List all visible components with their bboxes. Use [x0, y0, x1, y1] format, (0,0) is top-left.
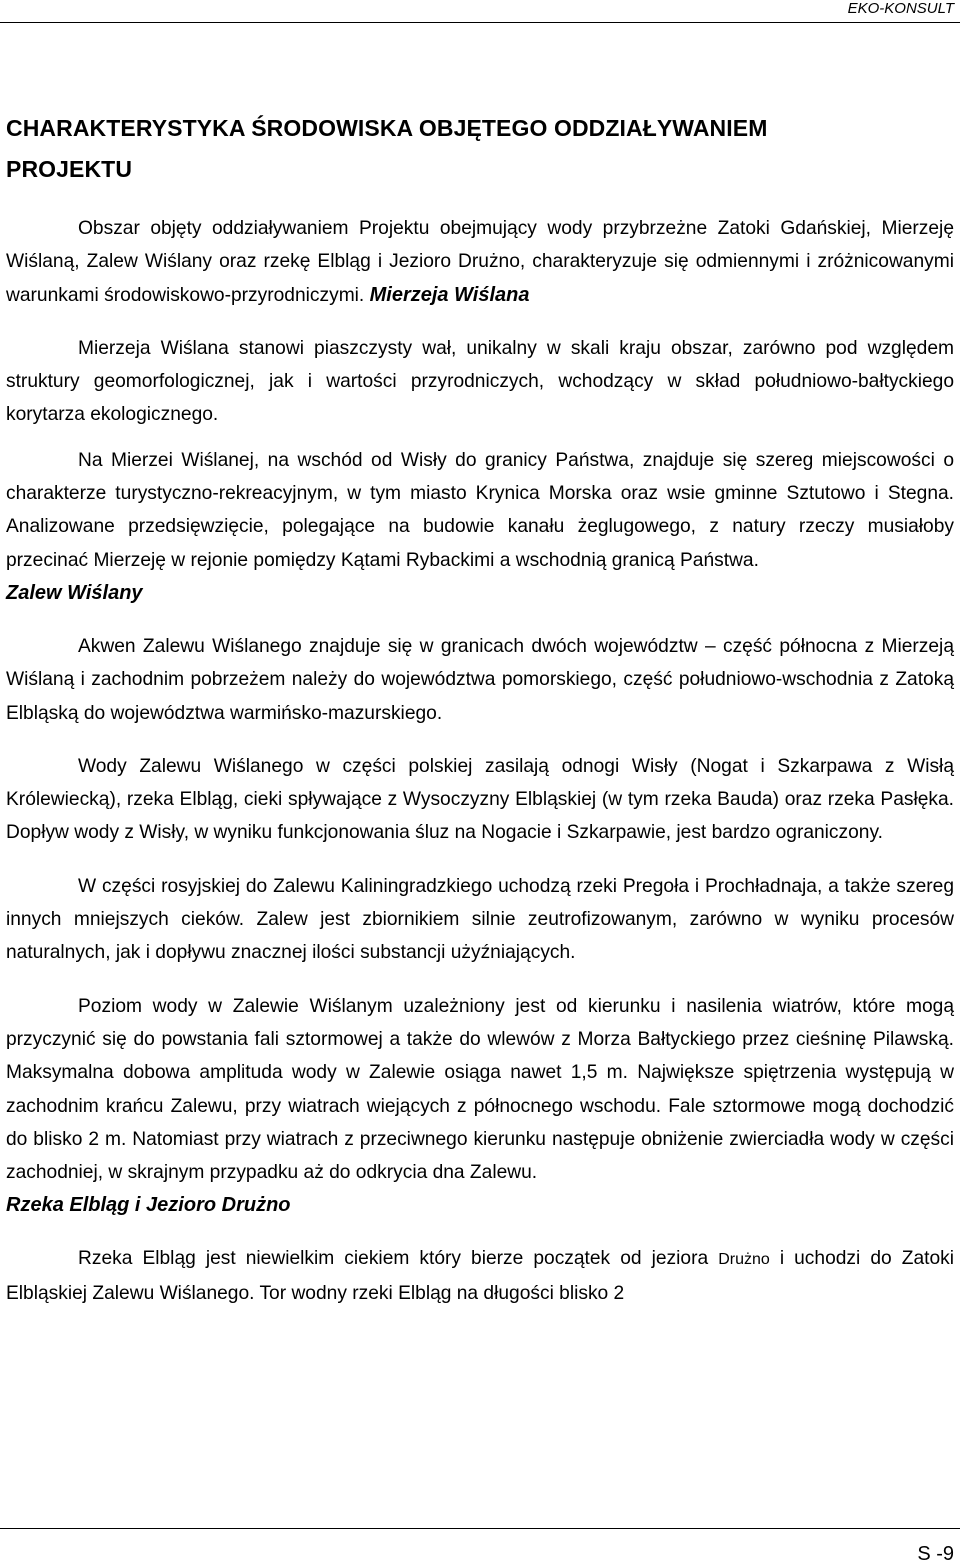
zalew-paragraph-1: Akwen Zalewu Wiślanego znajduje się w granicach dwóch województw – część północna z Mierzeją Wiślaną i zachodnim pobrzeżem należy do województwa pomorskiego, część południowo-wschodnia z Zatoką Elbląską do województwa warmińsko-mazurskiego. — [6, 635, 954, 724]
zalew-paragraph-2: Wody Zalewu Wiślanego w części polskiej zasilają odnogi Wisły (Nogat i Szkarpawa z Wisłą Królewiecką), rzeka Elbląg, cieki spływające z Wysoczyzny Elbląskiej (w tym rzeka Bauda) oraz rzeka Pasłęka. Dopływ wody z Wisły, w wyniku funkcjonowania śluz na Nogacie i Szkarpawie, jest bardzo ograniczony. — [6, 755, 954, 844]
title-line-2: PROJEKTU — [6, 156, 133, 182]
heading-mierzeja: Mierzeja Wiślana — [369, 283, 530, 306]
elblag-paragraph-1 — [6, 1242, 954, 1310]
intro-paragraph — [6, 212, 954, 312]
zalew-paragraph-4: Poziom wody w Zalewie Wiślanym uzależniony jest od kierunku i nasilenia wiatrów, które mogą przyczynić się do powstania fali sztormowej a także do wlewów z Morza Bałtyckiego przez cieśninę Pilawską. Maksymalna dobowa amplituda wody w Zalewie osiąga nawet 1,5 m. Największe spiętrzenia występują w zachodnim krańcu Zalewu, przy wiatrach wiejących z północnego wschodu. Fale sztormowe mogą dochodzić do blisko 2 m. Natomiast przy wiatrach z przeciwnego kierunku następuje obniżenie zwierciadła wody w części zachodniej, w skrajnym przypadku aż do odkrycia dna Zalewu. — [6, 995, 954, 1184]
elblag-text-druzno: Drużno — [718, 1251, 770, 1269]
mierzeja-paragraph-2: Na Mierzei Wiślanej, na wschód od Wisły do granicy Państwa, znajduje się szereg miejscowości o charakterze turystyczno-rekreacyjnym, w tym miasto Krynica Morska oraz wsie gminne Sztutowo i Stegna. Analizowane przedsięwzięcie, polegające na budowie kanału żeglugowego, z natury rzeczy musiałoby przecinać Mierzeję w rejonie pomiędzy Kątami Rybackimi a wschodnią granicą Państwa. — [6, 449, 954, 571]
title-line-1: CHARAKTERYSTYKA ŚRODOWISKA OBJĘTEGO ODDZIAŁYWANIEM — [6, 115, 768, 141]
zalew-paragraph-3: W części rosyjskiej do Zalewu Kaliningradzkiego uchodzą rzeki Pregoła i Prochładnaja, a także szereg innych mniejszych cieków. Zalew jest zbiornikiem silnie zeutrofizowanym, zarówno w wyniku procesów naturalnych, jak i dopływu znacznej ilości substancji użyźniających. — [6, 875, 954, 964]
intro-text: Obszar objęty oddziaływaniem Projektu obejmujący wody przybrzeżne Zatoki Gdańskiej, Mierzeję Wiślaną, Zalew Wiślany oraz rzekę Elbląg i Jezioro Drużno, charakteryzuje się odmiennymi i zróżnicowanymi warunkami środowiskowo-przyrodniczymi. — [6, 218, 954, 306]
heading-elblag: Rzeka Elbląg i Jezioro Drużno — [6, 1194, 291, 1217]
page-header — [0, 0, 960, 23]
header-company: EKO-KONSULT — [847, 0, 954, 17]
footer-rule — [0, 1528, 960, 1530]
elblag-text-b: i uchodzi do Zatoki Elbląskiej Zalewu Wiślanego. Tor wodny rzeki Elbląg na długości blisko 2 — [6, 1248, 954, 1304]
elblag-text-a: Rzeka Elbląg jest niewielkim ciekiem który bierze początek od jeziora — [78, 1248, 719, 1270]
heading-zalew: Zalew Wiślany — [6, 581, 143, 604]
document-body — [6, 108, 954, 1310]
document-title — [6, 108, 954, 190]
page-number: S -9 — [917, 1543, 954, 1565]
mierzeja-paragraph-1: Mierzeja Wiślana stanowi piaszczysty wał, unikalny w skali kraju obszar, zarówno pod względem struktury geomorfologicznej, jak i wartości przyrodniczych, wchodzący w skład południowo-bałtyckiego korytarza ekologicznego. — [6, 337, 954, 426]
